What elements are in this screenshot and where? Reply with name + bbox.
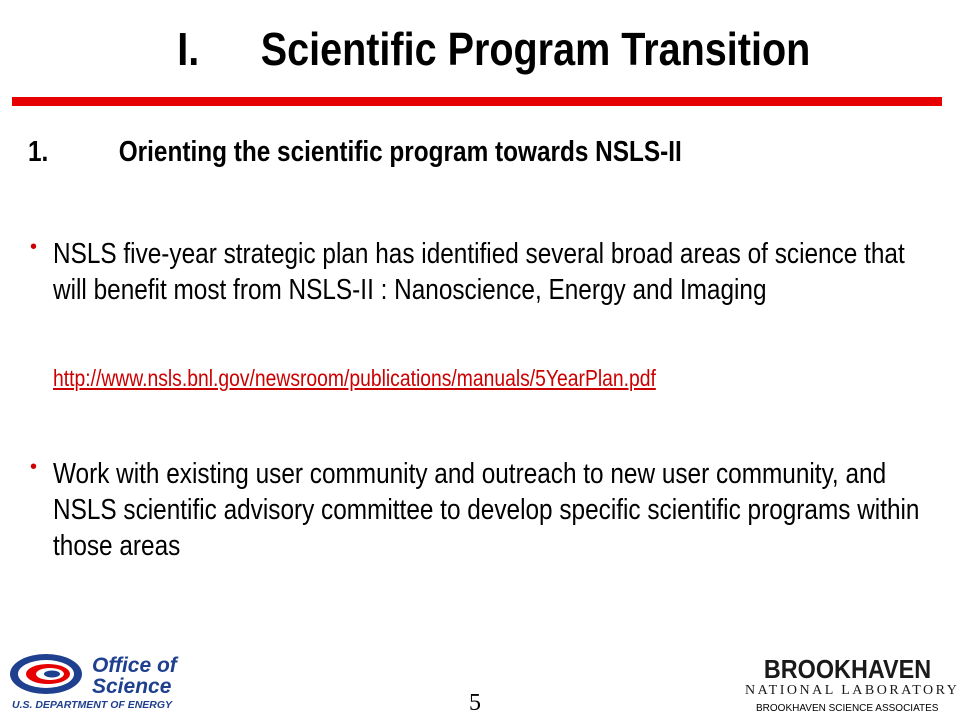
doe-office-of-science-logo bbox=[6, 648, 206, 710]
plan-link[interactable]: http://www.nsls.bnl.gov/newsroom/publications/manuals/5YearPlan.pdf bbox=[53, 365, 656, 391]
section-heading bbox=[28, 136, 682, 169]
section-number: 1. bbox=[28, 136, 49, 168]
bnl-logo-name: BROOKHAVEN bbox=[763, 654, 932, 684]
doe-logo-line1: Office of bbox=[92, 654, 177, 677]
bnl-logo-subtitle: NATIONAL LABORATORY bbox=[745, 683, 960, 698]
section-text: Orienting the scientific program towards NSLS-II bbox=[118, 136, 682, 168]
doe-logo-line2: Science bbox=[92, 675, 172, 698]
bullet-text-2: Work with existing user community and outreach to new user community, and NSLS scientific advisory committee to develop specific scientific programs within those areas bbox=[53, 458, 920, 562]
slide-title bbox=[67, 22, 893, 86]
doe-logo-line3: U.S. DEPARTMENT OF ENERGY bbox=[12, 699, 173, 710]
bullet-icon: • bbox=[30, 456, 38, 478]
title-number: I. bbox=[177, 23, 200, 75]
bullet-icon: • bbox=[30, 236, 38, 258]
bullet-text-1: NSLS five-year strategic plan has identified several broad areas of science that will benefit most from NSLS-II : Nanoscience, Energy and Imaging bbox=[53, 238, 905, 306]
page-number: 5 bbox=[469, 690, 481, 716]
bnl-associates-label: BROOKHAVEN SCIENCE ASSOCIATES bbox=[756, 703, 939, 714]
title-text: Scientific Program Transition bbox=[260, 23, 811, 75]
title-divider bbox=[12, 97, 942, 106]
doe-swirl-icon bbox=[10, 654, 82, 694]
